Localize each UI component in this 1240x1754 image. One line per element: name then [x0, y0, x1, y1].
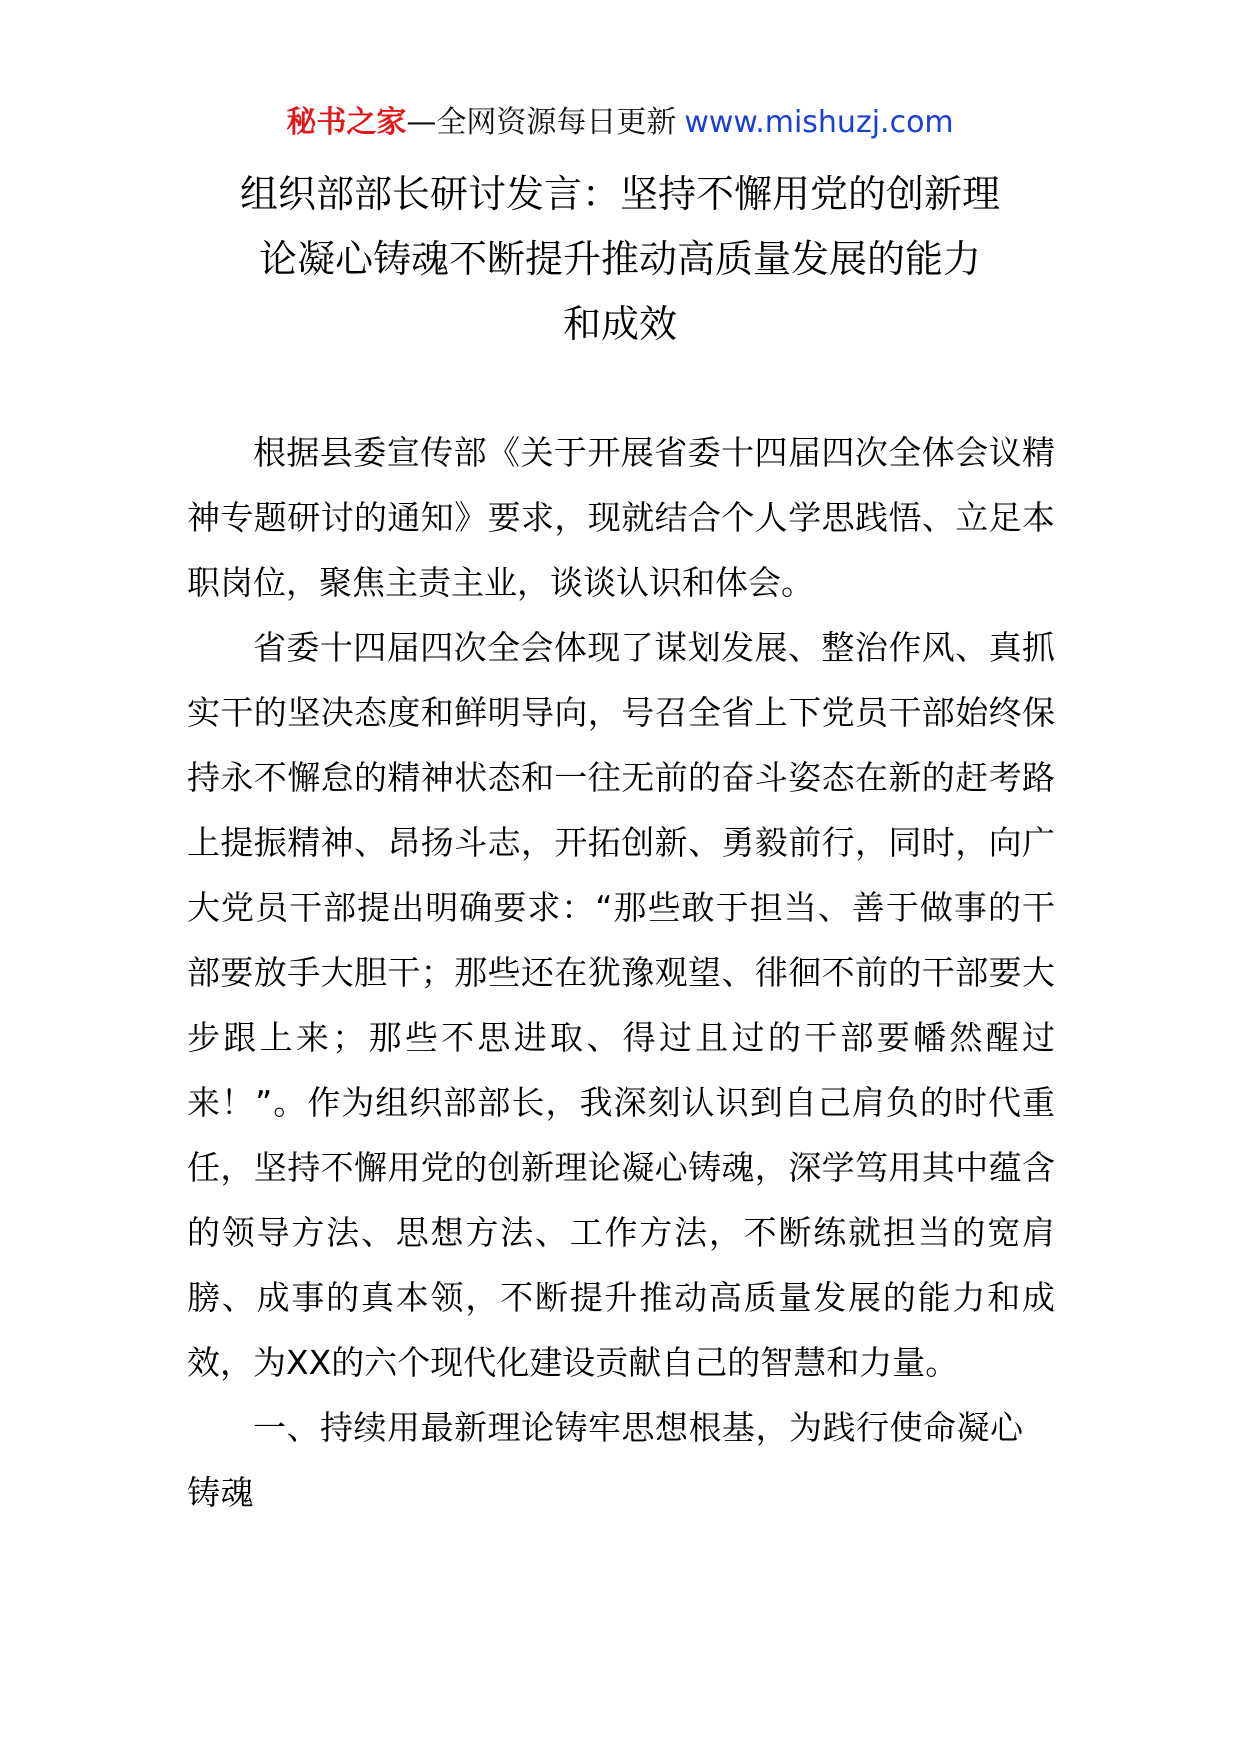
paragraph-main: 省委十四届四次全会体现了谋划发展、整治作风、真抓实干的坚决态度和鲜明导向，号召全省上下党员干部始终保持永不懈怠的精神状态和一往无前的奋斗姿态在新的赶考路上提振精神、昂扬斗志，开拓创新、勇毅前行，同时，向广大党员干部提出明确要求：“那些敢于担当、善于做事的干部要放手大胆干；那些还在犹豫观望、徘徊不前的干部要大步跟上来；那些不思进取、得过且过的干部要幡然醒过来！”。作为组织部部长，我深刻认识到自己肩负的时代重任，坚持不懈用党的创新理论凝心铸魂，深学笃用其中蕴含的领导方法、思想方法、工作方法，不断练就担当的宽肩膀、成事的真本领，不断提升推动高质量发展的能力和成效，为XX的六个现代化建设贡献自己的智慧和力量。	[187, 628, 1055, 1382]
title-line-2: 论凝心铸魂不断提升推动高质量发展的能力	[258, 237, 981, 281]
site-header	[0, 100, 1240, 146]
header-tagline: —全网资源每日更新	[406, 105, 677, 140]
title-line-3: 和成效	[562, 302, 677, 346]
brand-name: 秘书之家	[286, 105, 407, 140]
title-line-1: 组织部部长研讨发言：坚持不懈用党的创新理	[239, 172, 1000, 216]
site-url[interactable]: www.mishuzj.com	[684, 105, 954, 140]
document-body	[187, 420, 1055, 1525]
paragraph-intro: 根据县委宣传部《关于开展省委十四届四次全体会议精神专题研讨的通知》要求，现就结合个人学思践悟、立足本职岗位，聚焦主责主业，谈谈认识和体会。	[187, 433, 1055, 602]
section-heading-1: 一、持续用最新理论铸牢思想根基，为践行使命凝心铸魂	[187, 1408, 1024, 1512]
document-title	[150, 162, 1090, 357]
